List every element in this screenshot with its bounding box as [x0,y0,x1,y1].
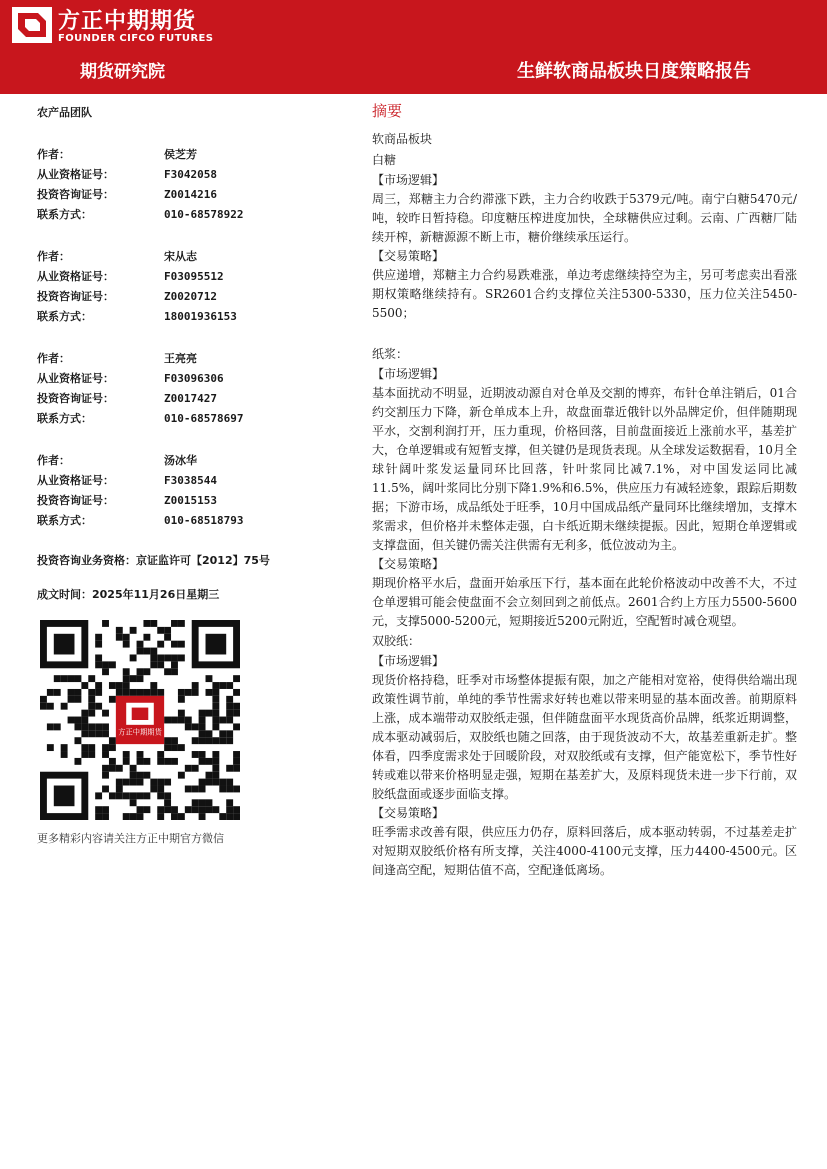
author-contact-row [37,204,327,224]
author-advisory-row [37,286,327,306]
author-list [37,144,327,530]
qualification-text: 投资咨询业务资格：京证监许可【2012】75号 [37,554,270,567]
author-advisory-label: 投资咨询证号： [37,494,114,507]
summary-title: 摘要 [372,102,403,120]
pulp-strategy-text: 期现价格平水后，盘面开始承压下行，基本面在此轮价格波动中改善不大，不过仓单逻辑可能会使盘面不会立刻回到之前低点。2601合约上方压力5500-5600元，支撑5000-5200元，短期接近5200元附近，空配暂时减仓观望。 [372,576,797,628]
author-license-row [37,368,327,388]
team-name: 农产品团队 [37,106,92,119]
author-name-value: 汤冰华 [164,454,197,467]
author-name-label: 作者： [37,250,70,263]
summary-section [372,100,797,880]
author-block [37,144,327,224]
tissue-heading: 双胶纸： [372,634,421,648]
author-license-value: F3042058 [164,167,217,181]
sugar-heading: 白糖 [372,153,397,167]
pulp-logic-text: 基本面扰动不明显，近期波动源自对仓单及交割的博弈，布针仓单注销后，01合约交割压力下降，新仓单成本上升，故盘面靠近俄针以外品牌定价，但伴随期现平水，交割利润打开，压力重现，价格回落，目前盘面接近上涨前水平，基差扩大，仓单逻辑或有短暂支撑，但关键仍是现货表现。从全球发运数据看，10月全球针阔叶浆发运量同环比回落，针叶浆同比减7.1%，对中国发运同比减11.5%，阔叶浆同比分别下降1.9%和6.5%，供应压力有减轻迹象，跟踪后期数据；下游市场，成品纸处于旺季，10月中国成品纸产量同环比继续增加，支撑木浆需求，但价格并未整体走强，白卡纸近期未继续提振。因此，短期仓单逻辑或支撑盘面，但关键仍需关注供需有无利多，低位波动为主。 [372,386,797,552]
author-contact-row [37,306,327,326]
pulp-heading: 纸浆： [372,347,409,361]
tissue-logic-label: 【市场逻辑】 [372,654,445,668]
logo-english-text: FOUNDER CIFCO FUTURES [58,33,214,44]
author-contact-value: 18001936153 [164,309,237,323]
author-license-label: 从业资格证号： [37,474,114,487]
logo-chinese-text: 方正中期期货 [58,9,197,34]
author-license-value: F03095512 [164,269,224,283]
author-advisory-label: 投资咨询证号： [37,188,114,201]
pulp-logic-label: 【市场逻辑】 [372,367,445,381]
author-name-row [37,348,327,368]
tissue-logic-text: 现货价格持稳，旺季对市场整体提振有限，加之产能相对宽裕，使得供给端出现政策性调节前，单纯的季节性需求好转也难以带来明显的基本面改善。前期原料上涨，成本端带动双胶纸走强，但伴随盘面平水现货高价品牌，纸浆近期调整，成本驱动减弱后，双胶纸也随之回落，由于现货波动不大，故基差重新走扩。整体看，四季度需求处于回暖阶段，对双胶纸或有支撑，但产能宽松下，季节性好转或难以带来价格明显走强，短期在基差扩大，及原料现货未进一步下行前，双胶纸盘面或逐步面临支撑。 [372,673,797,801]
author-contact-label: 联系方式： [37,310,92,323]
author-advisory-row [37,184,327,204]
author-name-label: 作者： [37,454,70,467]
wechat-qr-code-icon [40,620,240,820]
author-contact-row [37,408,327,428]
department-name: 期货研究院 [80,62,165,82]
author-advisory-label: 投资咨询证号： [37,392,114,405]
sugar-logic-label: 【市场逻辑】 [372,173,445,187]
report-header [0,0,827,94]
author-name-row [37,246,327,266]
author-sidebar [37,104,327,602]
tissue-strategy-text: 旺季需求改善有限，供应压力仍存，原料回落后，成本驱动转弱，不过基差走扩对短期双胶纸价格有所支撑，关注4000-4100元支撑，压力4400-4500元。区间逢高空配，短期估值不高，空配逢低离场。 [372,825,797,877]
author-license-row [37,470,327,490]
sugar-logic-text: 周三，郑糖主力合约滞涨下跌，主力合约收跌于5379元/吨。南宁白糖5470元/吨，较昨日暂持稳。印度糖压榨进度加快，全球糖供应过剩。云南、广西糖厂陆续开榨，新糖源源不断上市，糖价继续承压运行。 [372,192,797,244]
report-date: 成文时间：2025年11月26日星期三 [37,588,220,601]
author-contact-label: 联系方式： [37,514,92,527]
author-contact-value: 010-68518793 [164,513,244,527]
sugar-strategy-label: 【交易策略】 [372,249,445,263]
author-contact-label: 联系方式： [37,208,92,221]
report-title: 生鲜软商品板块日度策略报告 [517,61,751,82]
author-name-row [37,450,327,470]
author-license-row [37,266,327,286]
author-advisory-value: Z0017427 [164,391,217,405]
author-block [37,450,327,530]
sugar-strategy-text: 供应递增，郑糖主力合约易跌难涨，单边考虑继续持空为主，另可考虑卖出看涨期权策略继续持有。SR2601合约支撑位关注5300-5330，压力位关注5450-5500； [372,268,797,320]
author-name-value: 王亮亮 [164,352,197,365]
author-block [37,246,327,326]
author-contact-value: 010-68578922 [164,207,244,221]
author-name-label: 作者： [37,148,70,161]
author-license-label: 从业资格证号： [37,168,114,181]
qr-center-logo-text: 方正中期期货 [118,727,162,737]
author-license-label: 从业资格证号： [37,372,114,385]
tissue-strategy-label: 【交易策略】 [372,806,445,820]
author-name-label: 作者： [37,352,70,365]
qr-caption: 更多精彩内容请关注方正中期官方微信 [37,832,224,845]
sector-name: 软商品板块 [372,132,433,146]
author-advisory-value: Z0014216 [164,187,217,201]
author-contact-value: 010-68578697 [164,411,244,425]
author-contact-label: 联系方式： [37,412,92,425]
founder-logo-icon [12,7,52,43]
author-advisory-value: Z0015153 [164,493,217,507]
author-block [37,348,327,428]
author-advisory-row [37,388,327,408]
author-advisory-value: Z0020712 [164,289,217,303]
author-license-value: F03096306 [164,371,224,385]
author-advisory-row [37,490,327,510]
author-contact-row [37,510,327,530]
pulp-strategy-label: 【交易策略】 [372,557,445,571]
author-name-value: 宋从志 [164,250,197,263]
author-advisory-label: 投资咨询证号： [37,290,114,303]
author-license-value: F3038544 [164,473,217,487]
author-license-row [37,164,327,184]
author-name-row [37,144,327,164]
author-license-label: 从业资格证号： [37,270,114,283]
author-name-value: 侯芝芳 [164,148,197,161]
